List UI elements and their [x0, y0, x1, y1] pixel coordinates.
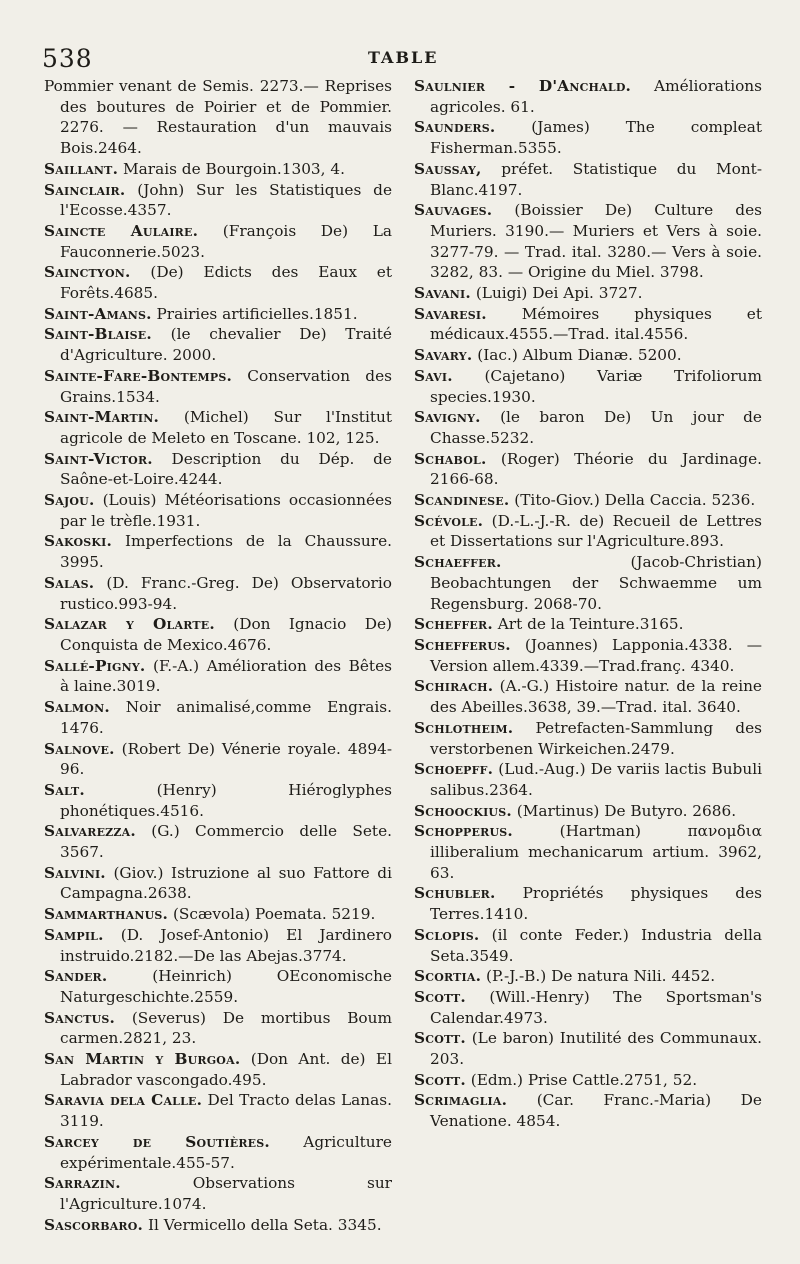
index-entry: San Martin y Burgoa. (Don Ant. de) El Labrador vascongado.495. [44, 1050, 392, 1089]
index-entry: Savi. (Cajetano) Variæ Trifoliorum species.1930. [414, 366, 762, 406]
index-entry: Savaresi. Mémoires physiques et médicaux.4555.—Trad. ital.4556. [414, 304, 762, 344]
index-entry: Saint-Martin. (Michel) Sur l'Institut agricole de Meleto en Toscane. 102, 125. [44, 408, 392, 447]
index-entry: Scévole. (D.-L.-J.-R. de) Recueil de Lettres et Dissertations sur l'Agriculture.893. [414, 511, 762, 551]
index-entry: Sajou. (Louis) Météorisations occasionnées par le trèfle.1931. [44, 491, 392, 530]
index-entry: Savani. (Luigi) Dei Api. 3727. [414, 284, 643, 303]
index-entry: Saussay, préfet. Statistique du Mont-Blanc.4197. [414, 159, 762, 199]
index-entry: Scrimaglia. (Car. Franc.-Maria) De Venatione. 4854. [414, 1091, 762, 1131]
page-number: 538 [42, 44, 93, 73]
index-entry: Sander. (Heinrich) OEconomische Naturgeschichte.2559. [44, 967, 392, 1006]
index-entry: Salnove. (Robert De) Vénerie royale. 4894-96. [44, 739, 392, 779]
index-entry: Sainctyon. (De) Edicts des Eaux et Forêts.4685. [44, 263, 392, 303]
index-entry: Sanctus. (Severus) De mortibus Boum carmen.2821, 23. [44, 1008, 392, 1048]
right-column [414, 76, 762, 1132]
index-entry: Sarrazin. Observations sur l'Agriculture.1074. [44, 1174, 392, 1213]
index-entry: Savary. (Iac.) Album Dianæ. 5200. [414, 346, 682, 365]
index-entry: Sascorbaro. Il Vermicello della Seta. 3345. [44, 1215, 382, 1234]
index-entry: Saillant. Marais de Bourgoin.1303, 4. [44, 159, 345, 178]
index-entry: Saint-Victor. Description du Dép. de Saône-et-Loire.4244. [44, 449, 392, 489]
index-entry: Schubler. Propriétés physiques des Terres.1410. [414, 884, 762, 924]
index-entry: Schoepff. (Lud.-Aug.) De variis lactis Bubuli salibus.2364. [414, 760, 762, 799]
index-entry: Schoockius. (Martinus) De Butyro. 2686. [414, 801, 737, 820]
index-entry: Saincte Aulaire. (François De) La Fauconnerie.5023. [44, 221, 392, 261]
index-entry: Sakoski. Imperfections de la Chaussure. 3995. [44, 532, 392, 572]
index-entry: Salas. (D. Franc.-Greg. De) Observatorio rustico.993-94. [44, 573, 392, 613]
index-entry: Saunders. (James) The compleat Fisherman.5355. [414, 118, 762, 158]
index-entry: Schlotheim. Petrefacten-Sammlung des verstorbenen Wirkeichen.2479. [414, 718, 762, 758]
index-entry: Schopperus. (Hartman) πανομδια illiberalium mechanicarum artium. 3962, 63. [414, 822, 762, 882]
index-entry: Scott. (Edm.) Prise Cattle.2751, 52. [414, 1070, 698, 1089]
index-entry: Saint-Amans. Prairies artificielles.1851. [44, 304, 358, 323]
index-entry: Saint-Blaise. (le chevalier De) Traité d'Agriculture. 2000. [44, 325, 392, 365]
index-entry: Sainclair. (John) Sur les Statistiques de l'Ecosse.4357. [44, 180, 392, 220]
index-entry: Sclopis. (il conte Feder.) Industria della Seta.3549. [414, 925, 762, 965]
index-entry: Schefferus. (Joannes) Lapponia.4338. —Version allem.4339.—Trad.franç. 4340. [414, 635, 762, 675]
index-entry: Sarcey de Soutières. Agriculture expérimentale.455-57. [44, 1132, 392, 1172]
index-entry: Schirach. (A.-G.) Histoire natur. de la reine des Abeilles.3638, 39.—Trad. ital. 3640. [414, 677, 762, 717]
index-entry: Saravia dela Calle. Del Tracto delas Lanas. 3119. [44, 1091, 392, 1131]
index-entry: Saulnier - D'Anchald. Améliorations agricoles. 61. [414, 77, 762, 116]
running-title: TABLE [368, 48, 439, 67]
index-entry: Schabol. (Roger) Théorie du Jardinage. 2166-68. [414, 449, 762, 489]
index-entry: Sauvages. (Boissier De) Culture des Muriers. 3190.— Muriers et Vers à soie. 3277-79. — Trad. ital. 3280.— Vers à soie. 3282, 83. — Origine du Miel. 3798. [414, 201, 762, 282]
index-entry: Sampil. (D. Josef-Antonio) El Jardinero instruido.2182.—De las Abejas.3774. [44, 925, 392, 965]
index-entry: Pommier venant de Semis. 2273.— Reprises des boutures de Poirier et de Pommier. 2276. — Restauration d'un mauvais Bois.2464. [44, 77, 392, 158]
index-entry: Scortia. (P.-J.-B.) De natura Nili. 4452. [414, 967, 716, 986]
left-column [44, 76, 392, 1235]
index-entry: Sallé-Pigny. (F.-A.) Amélioration des Bêtes à laine.3019. [44, 656, 392, 696]
index-entry: Salazar y Olarte. (Don Ignacio De) Conquista de Mexico.4676. [44, 615, 392, 654]
index-entry: Salvini. (Giov.) Istruzione al suo Fattore di Campagna.2638. [44, 863, 392, 903]
index-entry: Sammarthanus. (Scævola) Poemata. 5219. [44, 905, 376, 924]
index-entry: Scott. (Will.-Henry) The Sportsman's Calendar.4973. [414, 987, 762, 1027]
index-entry: Salmon. Noir animalisé,comme Engrais. 1476. [44, 698, 392, 737]
index-entry: Sainte-Fare-Bontemps. Conservation des Grains.1534. [44, 366, 392, 406]
index-entry: Scott. (Le baron) Inutilité des Communaux. 203. [414, 1029, 762, 1069]
index-entry: Schaeffer. (Jacob-Christian) Beobachtungen der Schwaemme um Regensburg. 2068-70. [414, 553, 762, 613]
index-entry: Salt. (Henry) Hiéroglyphes phonétiques.4516. [44, 780, 392, 820]
index-entry: Scandinese. (Tito-Giov.) Della Caccia. 5236. [414, 491, 756, 510]
index-entry: Scheffer. Art de la Teinture.3165. [414, 615, 684, 634]
index-entry: Salvarezza. (G.) Commercio delle Sete. 3567. [44, 822, 392, 862]
index-entry: Savigny. (le baron De) Un jour de Chasse.5232. [414, 408, 762, 447]
